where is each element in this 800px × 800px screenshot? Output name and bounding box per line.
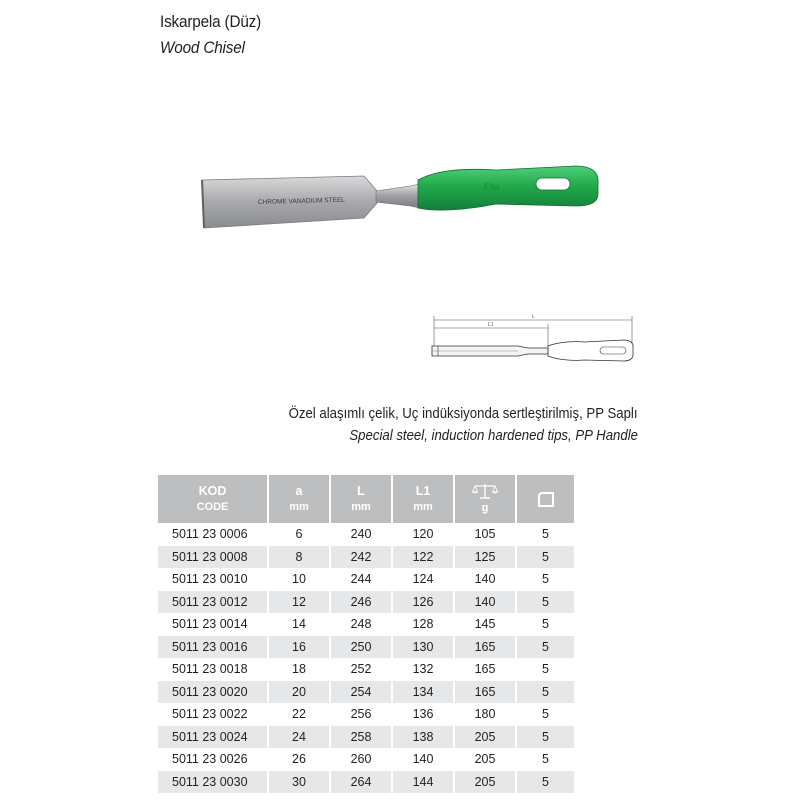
- cell-a: 8: [268, 546, 330, 569]
- table-row: [158, 771, 574, 794]
- cell-weight: 165: [454, 681, 516, 704]
- cell-L1: 128: [392, 613, 454, 636]
- cell-a: 14: [268, 613, 330, 636]
- table-row: [158, 703, 574, 726]
- table-row: [158, 726, 574, 749]
- handle-shape: [418, 166, 598, 210]
- cell-a: 16: [268, 636, 330, 659]
- handle-logo: Elta: [484, 182, 500, 192]
- cell-a: 10: [268, 568, 330, 591]
- cell-weight: 205: [454, 726, 516, 749]
- cell-package: 5: [542, 752, 549, 767]
- cell-weight: 180: [454, 703, 516, 726]
- header-code: KOD CODE: [158, 475, 268, 523]
- cell-weight: 165: [454, 658, 516, 681]
- cell-weight: 125: [454, 546, 516, 569]
- table-row: [158, 523, 574, 546]
- table-row: [158, 591, 574, 614]
- cell-L: 244: [330, 568, 392, 591]
- cell-a: 30: [268, 771, 330, 794]
- table-row: [158, 681, 574, 704]
- cell-a: 6: [268, 523, 330, 546]
- cell-code: 5011 23 0012: [158, 591, 268, 614]
- cell-a: 20: [268, 681, 330, 704]
- cell-L1: 136: [392, 703, 454, 726]
- dim-label-L: L: [532, 314, 535, 320]
- cell-code: 5011 23 0020: [158, 681, 268, 704]
- cell-L1: 144: [392, 771, 454, 794]
- box-icon: [536, 489, 556, 509]
- header-a: a mm: [268, 475, 330, 523]
- cell-a: 26: [268, 748, 330, 771]
- cell-a: 22: [268, 703, 330, 726]
- cell-L: 256: [330, 703, 392, 726]
- cell-L: 260: [330, 748, 392, 771]
- hang-hole: [536, 178, 570, 190]
- cell-code: 5011 23 0006: [158, 523, 268, 546]
- cell-weight: 165: [454, 636, 516, 659]
- cell-code: 5011 23 0014: [158, 613, 268, 636]
- cell-L1: 126: [392, 591, 454, 614]
- cell-L: 252: [330, 658, 392, 681]
- dim-label-L1: L1: [488, 322, 494, 328]
- table-row: [158, 568, 574, 591]
- cell-package: 5: [516, 726, 574, 749]
- cell-weight: 140: [454, 568, 516, 591]
- table-row: [158, 636, 574, 659]
- cell-package: 5: [542, 617, 549, 632]
- header-package: [516, 475, 574, 523]
- header-L: L mm: [330, 475, 392, 523]
- cell-a: 24: [268, 726, 330, 749]
- cell-code: 5011 23 0026: [158, 748, 268, 771]
- cell-L: 242: [330, 546, 392, 569]
- cell-L1: 130: [392, 636, 454, 659]
- cell-package: 5: [542, 662, 549, 677]
- title-turkish: Iskarpela (Düz): [160, 12, 262, 31]
- cell-package: 5: [516, 636, 574, 659]
- technical-drawing: [424, 310, 639, 370]
- cell-L1: 132: [392, 658, 454, 681]
- cell-L1: 122: [392, 546, 454, 569]
- spec-table: [158, 475, 574, 793]
- cell-weight: 145: [454, 613, 516, 636]
- cell-L1: 138: [392, 726, 454, 749]
- cell-a: 12: [268, 591, 330, 614]
- blade-marking: CHROME VANADIUM STEEL: [257, 196, 345, 206]
- cell-code: 5011 23 0022: [158, 703, 268, 726]
- cell-code: 5011 23 0010: [158, 568, 268, 591]
- cell-weight: 140: [454, 591, 516, 614]
- cell-code: 5011 23 0008: [158, 546, 268, 569]
- cell-L: 246: [330, 591, 392, 614]
- cell-package: 5: [542, 707, 549, 722]
- cell-code: 5011 23 0024: [158, 726, 268, 749]
- cell-code: 5011 23 0016: [158, 636, 268, 659]
- description-english: Special steel, induction hardened tips, PP Handle: [349, 427, 638, 444]
- cell-code: 5011 23 0030: [158, 771, 268, 794]
- header-L1: L1 mm: [392, 475, 454, 523]
- cell-weight: 105: [454, 523, 516, 546]
- cell-L: 254: [330, 681, 392, 704]
- cell-package: 5: [542, 527, 549, 542]
- cell-package: 5: [516, 681, 574, 704]
- cell-package: 5: [516, 546, 574, 569]
- chisel-photo: [196, 158, 606, 238]
- cell-L: 240: [330, 523, 392, 546]
- cell-weight: 205: [454, 748, 516, 771]
- cell-weight: 205: [454, 771, 516, 794]
- table-row: [158, 546, 574, 569]
- cell-package: 5: [542, 572, 549, 587]
- cell-L1: 140: [392, 748, 454, 771]
- cell-package: 5: [516, 591, 574, 614]
- table-row: [158, 658, 574, 681]
- table-header-row: [158, 475, 574, 523]
- table-row: [158, 613, 574, 636]
- cell-L: 248: [330, 613, 392, 636]
- cell-package: 5: [516, 771, 574, 794]
- title-english: Wood Chisel: [160, 38, 245, 57]
- cell-L: 250: [330, 636, 392, 659]
- cell-L1: 124: [392, 568, 454, 591]
- cell-L1: 134: [392, 681, 454, 704]
- cell-L: 264: [330, 771, 392, 794]
- header-weight: g: [454, 475, 516, 523]
- scale-icon: [472, 482, 498, 500]
- cell-L: 258: [330, 726, 392, 749]
- cell-code: 5011 23 0018: [158, 658, 268, 681]
- cell-a: 18: [268, 658, 330, 681]
- description-turkish: Özel alaşımlı çelik, Uç indüksiyonda sertleştirilmiş, PP Saplı: [289, 405, 638, 422]
- table-row: [158, 748, 574, 771]
- cell-L1: 120: [392, 523, 454, 546]
